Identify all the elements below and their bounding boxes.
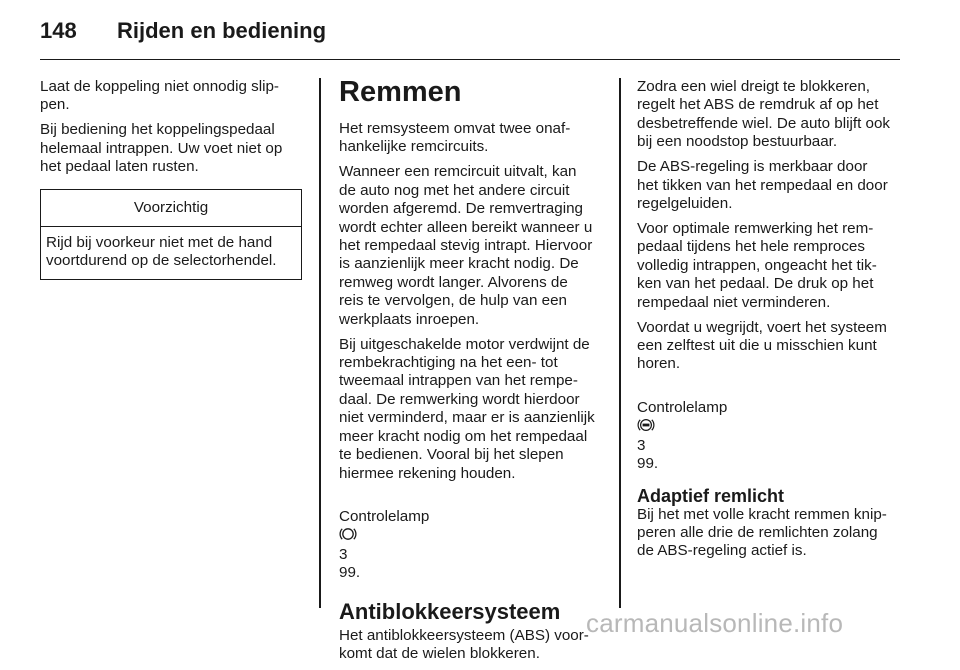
column-left	[40, 78, 302, 280]
section-subheading: Adaptief remlicht	[637, 485, 785, 506]
paragraph: Het antiblokkeersysteem (ABS) voor- komt dat de wielen blokkeren.	[339, 626, 589, 662]
reference-page-link[interactable]: 99.	[637, 455, 659, 473]
paragraph: Zodra een wiel dreigt te blokkeren, regelt het ABS de remdruk af op het desbetreffende wiel. De auto blijft ook bij een noodstop bestuurbaar.	[637, 78, 891, 151]
warning-lamp-reference	[339, 490, 605, 583]
caution-body: Rijd bij voorkeur niet met de hand voortdurend op de selectorhendel.	[46, 234, 277, 270]
paragraph: Voordat u wegrijdt, voert het systeem een zelftest uit die u misschien kunt horen.	[637, 318, 887, 373]
brake-system-icon	[339, 526, 357, 542]
paragraph: De ABS-regeling is merkbaar door het tikken van het rempedaal en door regelgeluiden.	[637, 158, 888, 213]
column-divider	[319, 78, 321, 608]
caution-title: Voorzichtig	[41, 190, 301, 227]
reference-label: Controlelamp	[637, 398, 728, 416]
page-number: 148	[40, 18, 77, 43]
paragraph: Bij uitgeschakelde motor verdwijnt de rembekrachtiging na het een- tot tweemaal intrappen van het rempe- daal. De remwerking wordt hierdoor niet verminderd, maar er is aanzienlijk meer kracht nodig om het rempedaal te bedienen. Vooral bij het slepen hiermee rekening houden.	[339, 335, 595, 482]
site-watermark: carmanualsonline.info	[586, 608, 844, 638]
column-middle	[339, 78, 605, 670]
reference-page-link[interactable]: 99.	[339, 564, 361, 582]
paragraph: Voor optimale remwerking het rem- pedaal tijdens het hele remproces volledig intrappen, ongeacht het tik- ken van het pedaal. De druk op het rempedaal niet verminderen.	[637, 220, 877, 311]
warning-lamp-reference	[637, 380, 903, 473]
paragraph: Bij het met volle kracht remmen knip- peren alle drie de remlichten zolang de ABS-regeling actief is.	[637, 505, 887, 560]
abs-warning-icon	[637, 417, 655, 433]
page-header	[40, 14, 900, 60]
section-heading: Remmen	[339, 76, 462, 108]
column-divider	[619, 78, 621, 608]
paragraph: Wanneer een remcircuit uitvalt, kan de auto nog met het andere circuit worden afgeremd. De remvertraging wordt echter alleen bereikt wanneer u het rempedaal stevig intrapt. Hiervoor is aanzienlijk meer kracht nodig. De remweg wordt langer. Alvorens de reis te vervolgen, de hulp van een werkplaats inroepen.	[339, 163, 593, 328]
reference-arrow-icon: 3	[637, 436, 646, 454]
section-subheading: Antiblokkeersysteem	[339, 598, 561, 624]
page-title: Rijden en bediening	[117, 18, 327, 43]
column-right	[637, 78, 903, 567]
reference-label: Controlelamp	[339, 507, 430, 525]
reference-arrow-icon: 3	[339, 545, 348, 563]
paragraph: Bij bediening het koppelingspedaal helemaal intrappen. Uw voet niet op het pedaal laten rusten.	[40, 121, 283, 176]
paragraph: Laat de koppeling niet onnodig slip- pen.	[40, 78, 279, 114]
caution-box	[40, 189, 302, 280]
paragraph: Het remsysteem omvat twee onaf- hankelijke remcircuits.	[339, 120, 571, 156]
